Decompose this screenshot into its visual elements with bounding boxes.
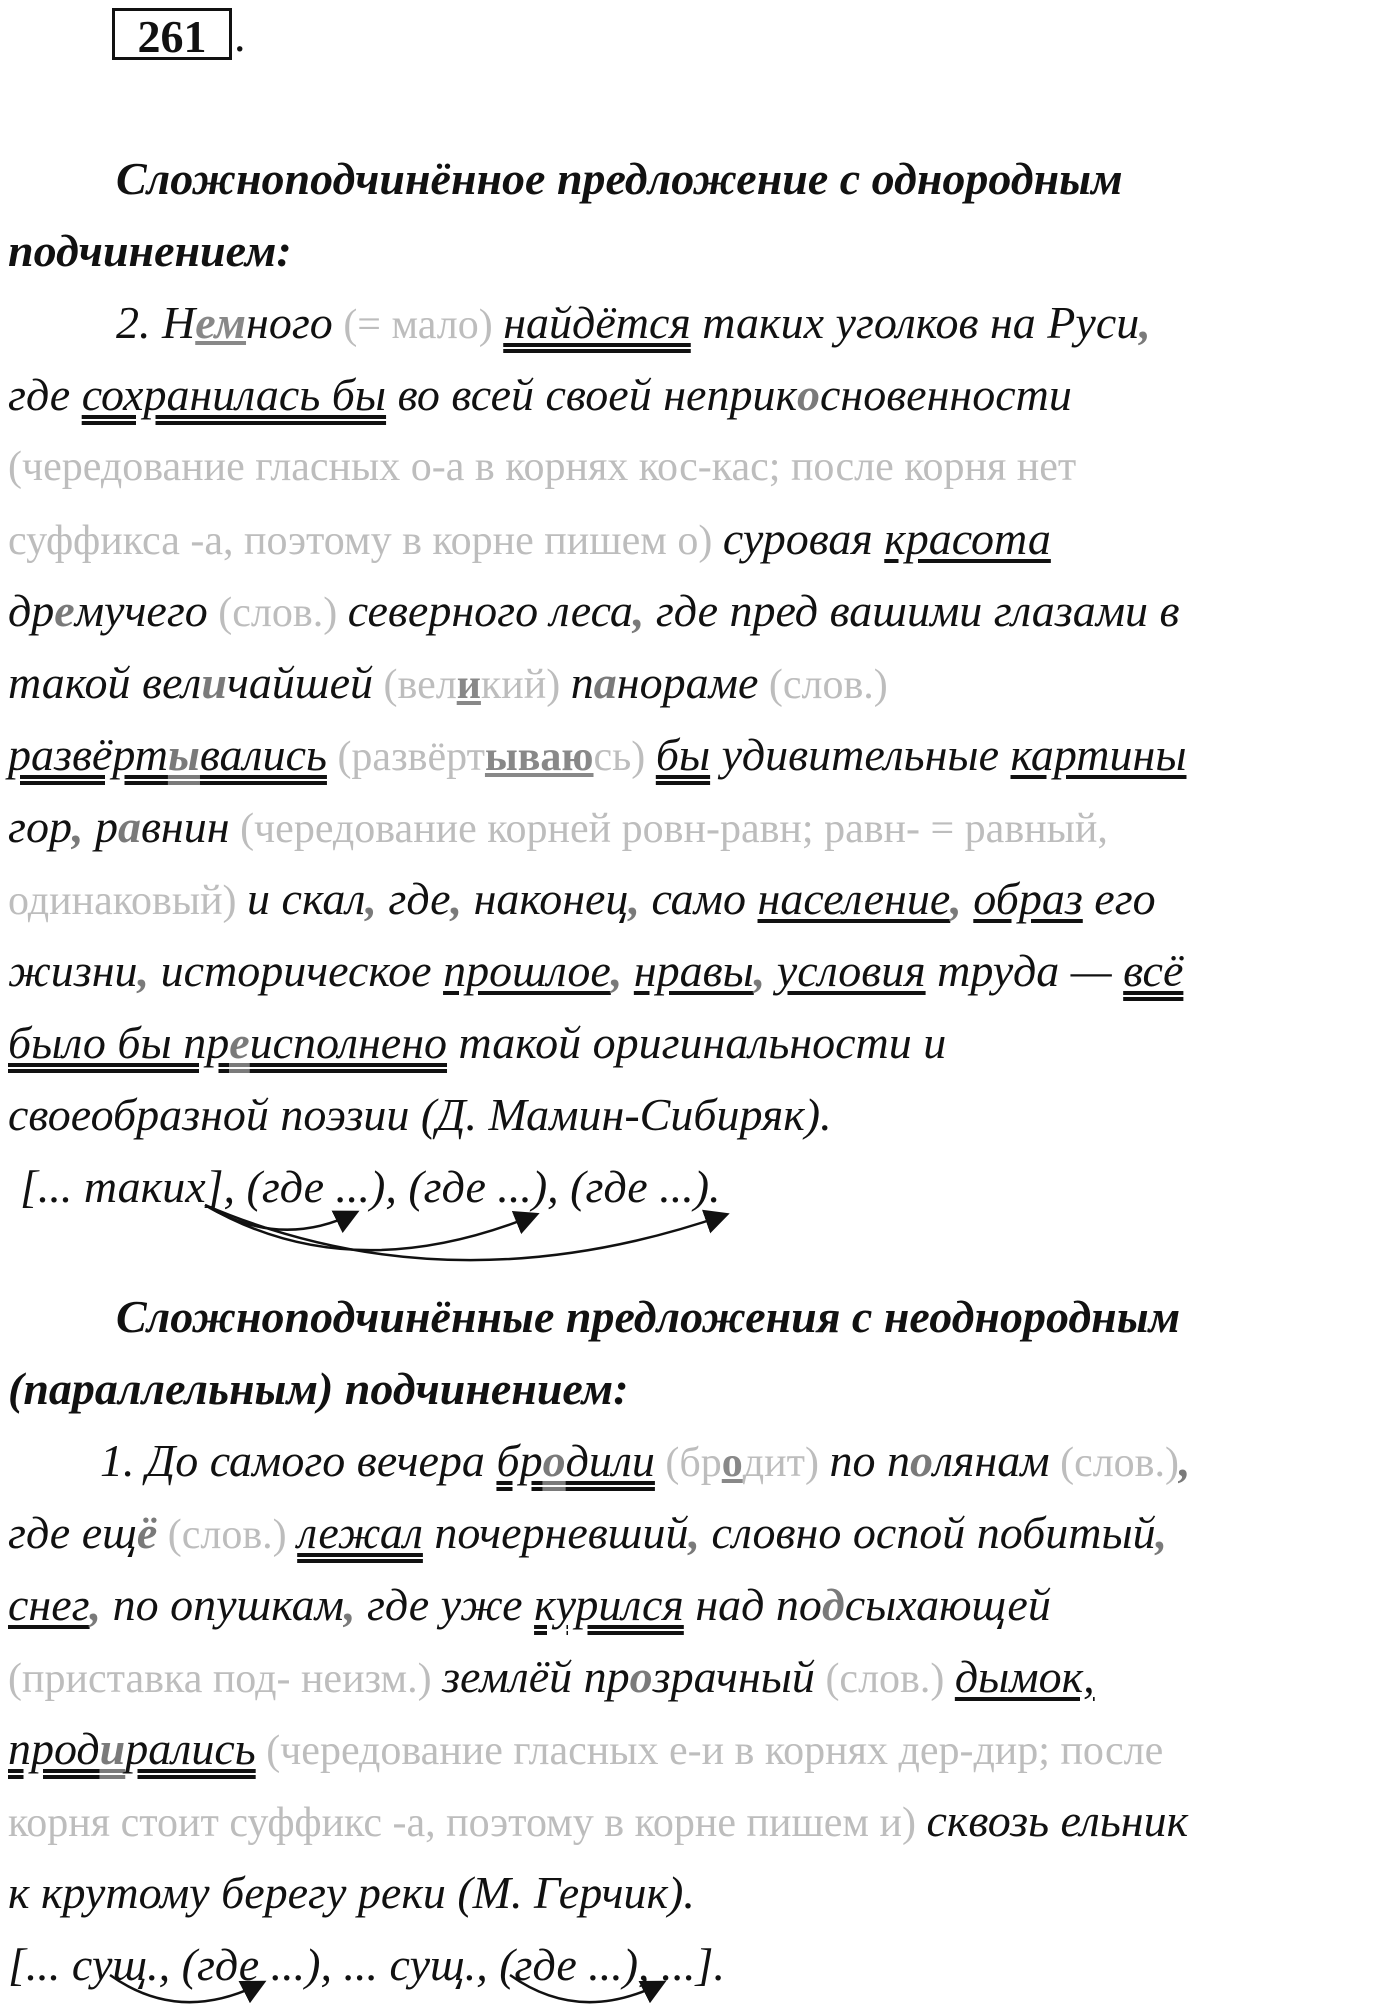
s1-line-6: такой величайшей (великий) панораме (слов.) bbox=[8, 657, 888, 708]
section1-heading-line2: подчинением: bbox=[8, 225, 292, 276]
exercise-number-dot: . bbox=[234, 10, 246, 61]
s1-line-10: жизни, историческое прошлое, нравы, условия труда — всё bbox=[8, 945, 1184, 996]
s1-line-5: дремучего (слов.) северного леса, где пред вашими глазами в bbox=[8, 585, 1180, 636]
s1-line-1: 2. Немного (= мало) найдётся таких уголков на Руси, bbox=[116, 297, 1151, 348]
s1-line-7: развёртывались (развёртываюсь) бы удивительные картины bbox=[8, 729, 1187, 780]
s2-line-3: снег, по опушкам, где уже курился над подсыхающей bbox=[8, 1579, 1051, 1630]
s2-line-2: где ещё (слов.) лежал почерневший, словно оспой побитый, bbox=[8, 1507, 1168, 1558]
section1-heading-line1: Сложноподчинённое предложение с однородным bbox=[116, 153, 1123, 204]
section2-heading-line2: (параллельным) подчинением: bbox=[8, 1363, 629, 1414]
s2-line-5: продирались (чередование гласных е-и в корнях дер-дир; после bbox=[8, 1723, 1164, 1774]
s2-line-1: 1. До самого вечера бродили (бродит) по полянам (слов.), bbox=[100, 1435, 1191, 1486]
s1-line-8: гор, равнин (чередование корней ровн-равн; равн- = равный, bbox=[8, 801, 1108, 852]
s1-scheme: [... таких], (где ...), (где ...), (где ...). bbox=[20, 1161, 721, 1212]
s2-line-4: (приставка под- неизм.) землёй прозрачный (слов.) дымок, bbox=[8, 1651, 1095, 1702]
s1-line-3: (чередование гласных о-а в корнях кос-кас; после корня нет bbox=[8, 444, 1077, 490]
s1-line-2: где сохранилась бы во всей своей неприкосновенности bbox=[8, 369, 1072, 420]
s2-scheme: [... сущ., (где ...), ... сущ., (где ...), ...]. bbox=[8, 1939, 725, 1990]
s1-line-4: суффикса -а, поэтому в корне пишем о) суровая красота bbox=[8, 513, 1051, 564]
s1-line-12: своеобразной поэзии (Д. Мамин-Сибиряк). bbox=[8, 1089, 832, 1140]
exercise-number: 261 bbox=[112, 8, 232, 60]
s2-line-7: к крутому берегу реки (М. Герчик). bbox=[8, 1867, 695, 1918]
s1-line-9: одинаковый) и скал, где, наконец, само население, образ его bbox=[8, 873, 1156, 924]
s1-line-11: было бы преисполнено такой оригинальности и bbox=[8, 1017, 947, 1068]
s2-line-6: корня стоит суффикс -а, поэтому в корне пишем и) сквозь ельник bbox=[8, 1795, 1189, 1846]
section2-heading-line1: Сложноподчинённые предложения с неоднородным bbox=[116, 1291, 1181, 1342]
